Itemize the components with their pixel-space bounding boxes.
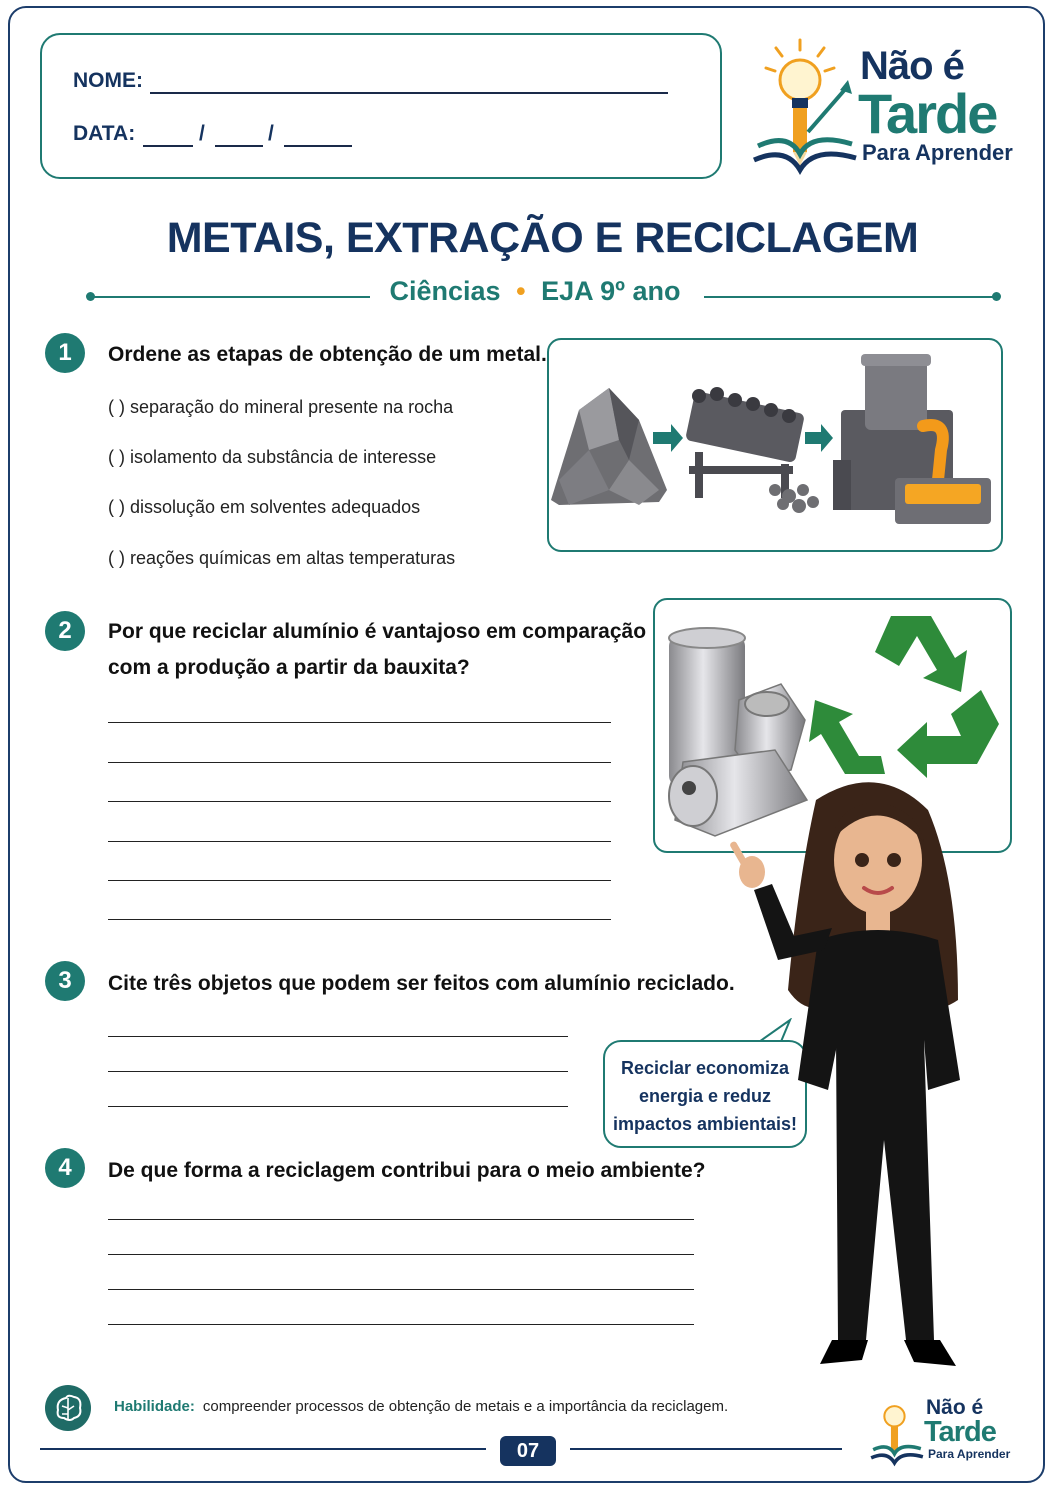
question-2-text-line-2: com a produção a partir da bauxita? bbox=[108, 656, 470, 679]
date-separator: / bbox=[268, 122, 274, 145]
footer-logo-text-para-aprender: Para Aprender bbox=[928, 1447, 1011, 1461]
footer-logo-text-tarde: Tarde bbox=[924, 1416, 996, 1448]
date-separator: / bbox=[199, 122, 205, 145]
logo-text-tarde: Tarde bbox=[858, 82, 997, 145]
teacher-character-illustration bbox=[728, 760, 1000, 1390]
question-2-answer-line[interactable] bbox=[108, 919, 611, 920]
question-4-answer-line[interactable] bbox=[108, 1254, 694, 1255]
date-day-field[interactable] bbox=[143, 145, 193, 147]
footer-lightbulb-book-logo-icon bbox=[868, 1394, 924, 1470]
date-month-field[interactable] bbox=[215, 145, 263, 147]
subtitle bbox=[370, 276, 700, 307]
student-info-box bbox=[40, 33, 722, 179]
question-2-text-line-1: Por que reciclar alumínio é vantajoso em comparação bbox=[108, 620, 647, 643]
question-3-answer-line[interactable] bbox=[108, 1036, 568, 1037]
question-4-answer-line[interactable] bbox=[108, 1324, 694, 1325]
question-1-option-3[interactable]: ( ) dissolução em solventes adequados bbox=[108, 497, 421, 517]
question-3-text: Cite três objetos que podem ser feitos com alumínio reciclado. bbox=[108, 972, 735, 995]
page-title: METAIS, EXTRAÇÃO E RECICLAGEM bbox=[166, 214, 919, 262]
subtitle-rule-right bbox=[704, 296, 996, 298]
lightbulb-book-logo-icon bbox=[748, 36, 858, 186]
subtitle-rule-left bbox=[92, 296, 370, 298]
date-year-field[interactable] bbox=[284, 145, 352, 147]
subject-label: Ciências bbox=[389, 276, 501, 306]
skill-text: compreender processos de obtenção de metais e a importância da reciclagem. bbox=[202, 1398, 729, 1415]
question-4-answer-line[interactable] bbox=[108, 1289, 694, 1290]
question-4-answer-line[interactable] bbox=[108, 1219, 694, 1220]
question-3-answer-line[interactable] bbox=[108, 1106, 568, 1107]
question-1-text: Ordene as etapas de obtenção de um metal. bbox=[108, 343, 547, 366]
page-number: 07 bbox=[500, 1436, 556, 1466]
skill-label: Habilidade: bbox=[114, 1398, 195, 1415]
date-label: DATA: bbox=[73, 122, 136, 145]
question-2-number: 2 bbox=[45, 611, 85, 651]
brain-skill-icon bbox=[44, 1384, 92, 1432]
question-1-option-1[interactable]: ( ) separação do mineral presente na rocha bbox=[108, 397, 454, 417]
name-field[interactable] bbox=[150, 92, 668, 94]
subtitle-dot-right bbox=[992, 292, 1001, 301]
footer-rule-left bbox=[40, 1448, 486, 1450]
question-2-answer-line[interactable] bbox=[108, 841, 611, 842]
grade-label: EJA 9º ano bbox=[541, 276, 681, 306]
question-4-text: De que forma a reciclagem contribui para o meio ambiente? bbox=[108, 1159, 706, 1182]
metal-extraction-illustration bbox=[547, 338, 1003, 552]
question-2-answer-line[interactable] bbox=[108, 722, 611, 723]
speech-bubble-line-3: impactos ambientais! bbox=[612, 1114, 798, 1134]
question-1-option-2[interactable]: ( ) isolamento da substância de interesse bbox=[108, 447, 437, 467]
question-1-number: 1 bbox=[45, 333, 85, 373]
question-1-option-4[interactable]: ( ) reações químicas em altas temperaturas bbox=[108, 548, 456, 568]
question-2-answer-line[interactable] bbox=[108, 801, 611, 802]
skill-statement bbox=[114, 1398, 728, 1415]
logo-text-nao: Não é bbox=[860, 44, 964, 88]
footer-rule-right bbox=[570, 1448, 842, 1450]
subtitle-bullet: • bbox=[516, 276, 526, 306]
speech-bubble-line-2: energia e reduz bbox=[638, 1086, 772, 1106]
name-label: NOME: bbox=[73, 69, 143, 92]
logo-text-para-aprender: Para Aprender bbox=[862, 140, 1013, 165]
question-3-answer-line[interactable] bbox=[108, 1071, 568, 1072]
question-4-number: 4 bbox=[45, 1148, 85, 1188]
question-3-number: 3 bbox=[45, 961, 85, 1001]
ore-to-metal-process-icon bbox=[549, 340, 1001, 550]
question-2-answer-line[interactable] bbox=[108, 762, 611, 763]
footer-logo-text-nao: Não é bbox=[926, 1396, 984, 1419]
question-2-answer-line[interactable] bbox=[108, 880, 611, 881]
speech-bubble-line-1: Reciclar economiza bbox=[620, 1058, 790, 1078]
